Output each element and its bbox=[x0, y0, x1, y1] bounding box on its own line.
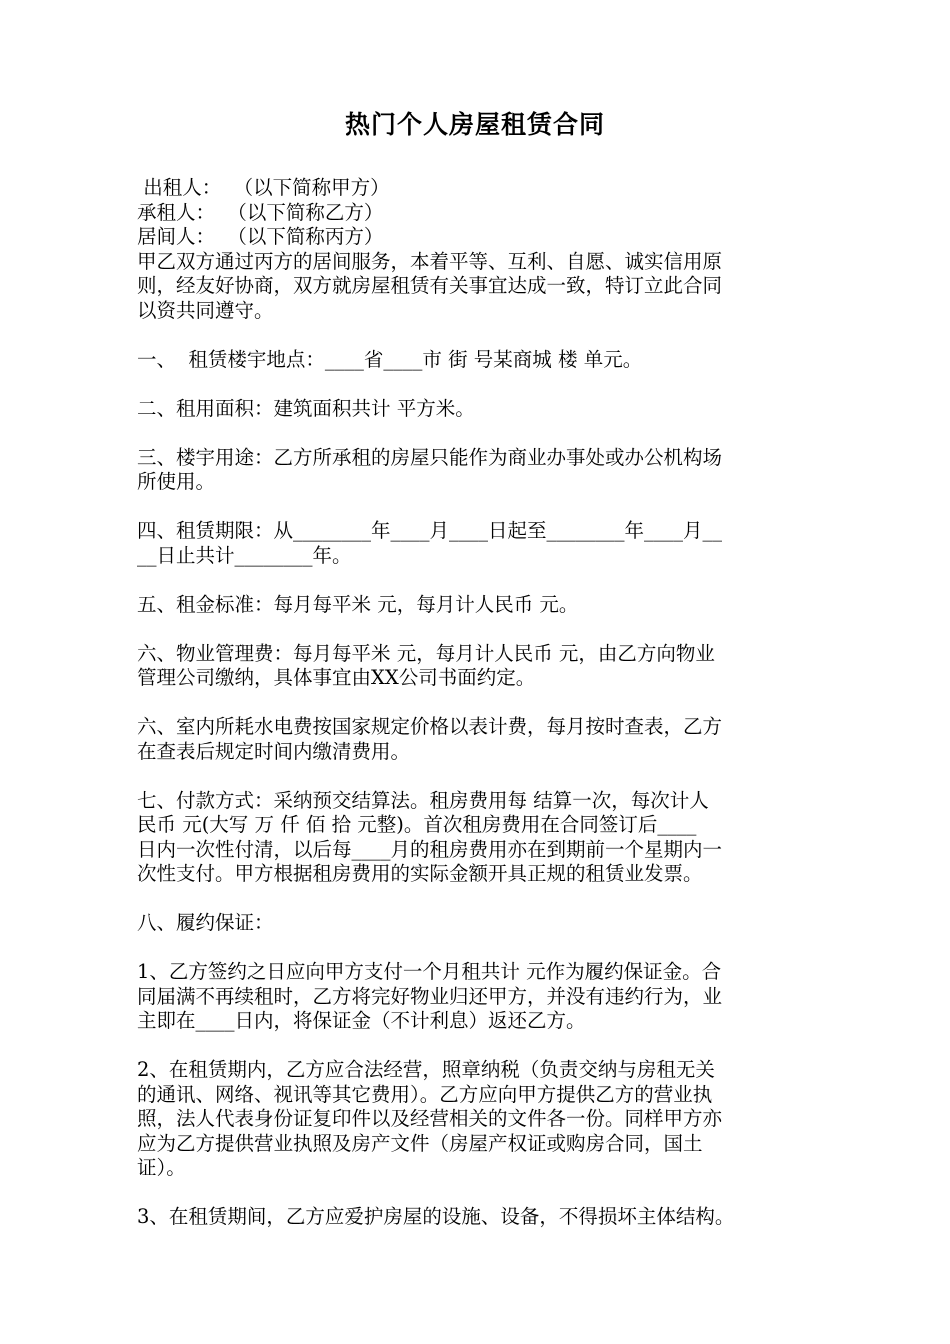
paragraph-line: 一、 租赁楼宇地点：____省____市 街 号某商城 楼 单元。 bbox=[137, 347, 643, 371]
paragraph-line: 1、乙方签约之日应向甲方支付一个月租共计 元作为履约保证金。合 bbox=[137, 960, 722, 983]
paragraph-line: 主即在____日内，将保证金（不计利息）返还乙方。 bbox=[137, 1009, 586, 1032]
intro-paragraph bbox=[137, 250, 827, 324]
paragraph-line: 六、室内所耗水电费按国家规定价格以表计费，每月按时查表，乙方 bbox=[137, 715, 723, 738]
lessee-line: 承租人： （以下简称乙方） bbox=[137, 200, 384, 224]
paragraph-line: 六、物业管理费：每月每平米 元，每月计人民币 元，由乙方向物业 bbox=[137, 641, 715, 665]
paragraph-line: 七、付款方式：采纳预交结算法。租房费用每 结算一次，每次计人 bbox=[137, 788, 709, 812]
clause-guarantee-heading bbox=[137, 911, 827, 936]
guarantee-item-1 bbox=[137, 960, 827, 1034]
paragraph-line: __日止共计________年。 bbox=[137, 543, 352, 567]
paragraph-line: 三、楼宇用途：乙方所承租的房屋只能作为商业办事处或办公机构场 bbox=[137, 445, 723, 469]
paragraph-line: 八、履约保证： bbox=[137, 911, 274, 934]
paragraph-line: 照，法人代表身份证复印件以及经营相关的文件各一份。同样甲方亦 bbox=[137, 1107, 723, 1130]
paragraph-line: 同届满不再续租时，乙方将完好物业归还甲方，并没有违约行为，业 bbox=[137, 984, 723, 1008]
paragraph-line: 五、租金标准：每月每平米 元，每月计人民币 元。 bbox=[137, 592, 579, 616]
paragraph-line: 应为乙方提供营业执照及房产文件（房屋产权证或购房合同，国土 bbox=[137, 1131, 703, 1155]
paragraph-gap bbox=[137, 372, 827, 397]
paragraph-line: 则，经友好协商，双方就房屋租赁有关事宜达成一致，特订立此合同 bbox=[137, 274, 723, 297]
paragraph-gap bbox=[137, 323, 827, 348]
clause-area bbox=[137, 397, 827, 422]
paragraph-line: 日内一次性付清，以后每____月的租房费用亦在到期前一个星期内一 bbox=[137, 837, 723, 861]
paragraph-line: 证）。 bbox=[137, 1156, 186, 1179]
paragraph-gap bbox=[137, 1181, 827, 1206]
paragraph-line: 次性支付。甲方根据租房费用的实际金额开具正规的租赁业发票。 bbox=[137, 862, 703, 885]
paragraph-line: 2、在租赁期内，乙方应合法经营，照章纳税（负责交纳与房租无关 bbox=[137, 1058, 715, 1081]
paragraph-line: 的通讯、网络、视讯等其它费用）。乙方应向甲方提供乙方的营业执 bbox=[137, 1082, 713, 1106]
clause-term bbox=[137, 519, 827, 568]
guarantee-item-2 bbox=[137, 1058, 827, 1181]
paragraph-line: 在查表后规定时间内缴清费用。 bbox=[137, 739, 411, 763]
clause-payment bbox=[137, 789, 827, 887]
paragraph-gap bbox=[137, 764, 827, 789]
clause-utilities bbox=[137, 715, 827, 764]
clause-management-fee bbox=[137, 642, 827, 691]
clause-usage bbox=[137, 446, 827, 495]
parties-block bbox=[137, 176, 827, 250]
paragraph-line: 甲乙双方通过丙方的居间服务，本着平等、互利、自愿、诚实信用原 bbox=[137, 249, 723, 273]
clause-rent bbox=[137, 593, 827, 618]
paragraph-line: 3、在租赁期间，乙方应爱护房屋的设施、设备，不得损坏主体结构。 bbox=[137, 1205, 735, 1228]
paragraph-gap bbox=[137, 691, 827, 716]
broker-line: 居间人： （以下简称丙方） bbox=[137, 225, 384, 248]
paragraph-line: 所使用。 bbox=[137, 470, 216, 493]
paragraph-gap bbox=[137, 568, 827, 593]
paragraph-line: 民币 元(大写 万 仟 佰 拾 元整)。首次租房费用在合同签订后____ bbox=[137, 813, 697, 836]
guarantee-item-3 bbox=[137, 1205, 827, 1230]
paragraph-gap bbox=[137, 617, 827, 642]
paragraph-gap bbox=[137, 421, 827, 446]
paragraph-gap bbox=[137, 887, 827, 912]
lessor-line: 出租人： （以下简称甲方） bbox=[137, 176, 390, 199]
paragraph-line: 四、租赁期限：从________年____月____日起至________年____月__ bbox=[137, 519, 723, 542]
clause-location bbox=[137, 348, 827, 373]
document-body bbox=[137, 176, 827, 1230]
paragraph-line: 以资共同遵守。 bbox=[137, 298, 274, 322]
paragraph-gap bbox=[137, 495, 827, 520]
paragraph-line: 管理公司缴纳，具体事宜由XX公司书面约定。 bbox=[137, 666, 536, 689]
paragraph-gap bbox=[137, 936, 827, 961]
paragraph-gap bbox=[137, 1034, 827, 1059]
document-title: 热门个人房屋租赁合同 bbox=[344, 110, 605, 139]
paragraph-line: 二、租用面积：建筑面积共计 平方米。 bbox=[137, 396, 475, 420]
